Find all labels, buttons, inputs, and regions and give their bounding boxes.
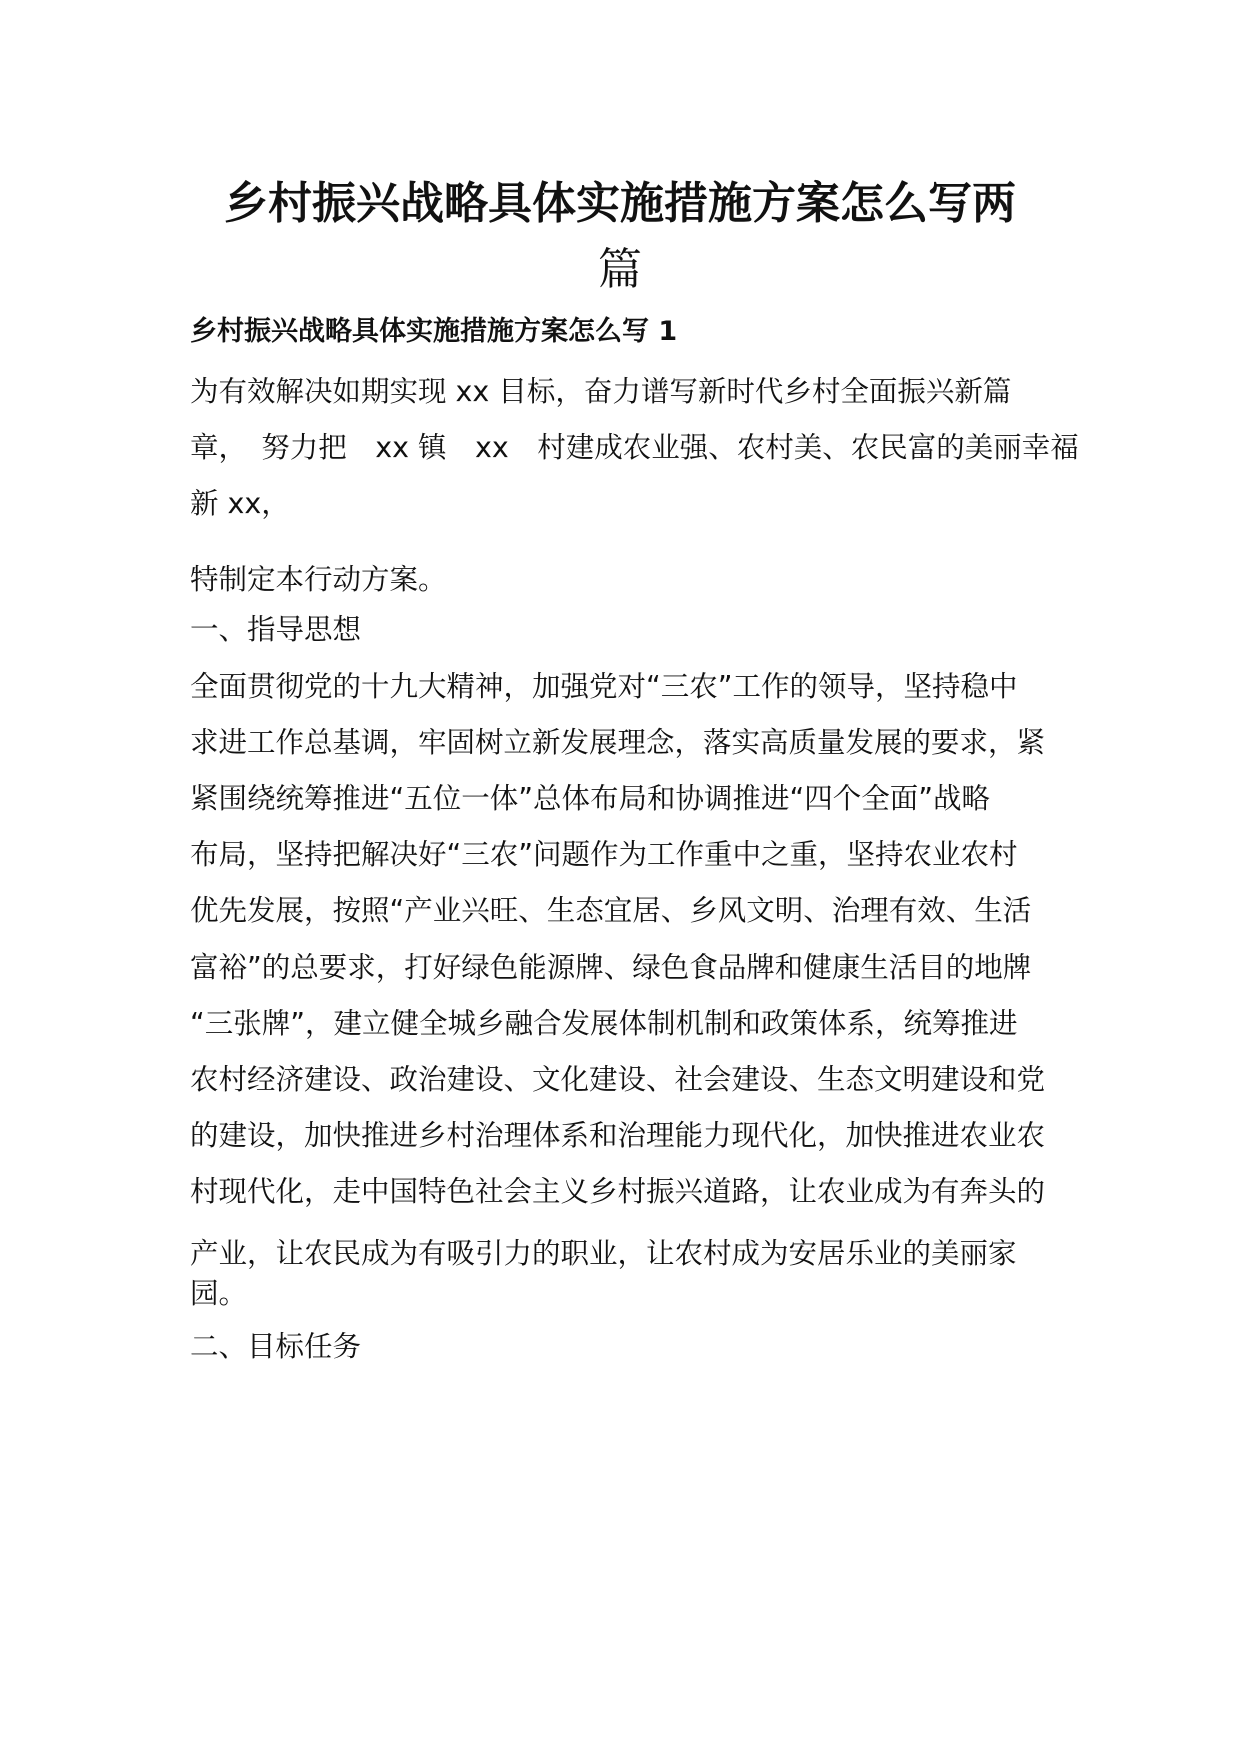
body-line: 优先发展，按照“产业兴旺、生态宜居、乡风文明、治理有效、生活 [190,894,1032,927]
body-line: 为有效解决如期实现 xx 目标，奋力谱写新时代乡村全面振兴新篇 [190,375,1012,408]
body-line: 章， 努力把 xx 镇 xx 村建成农业强、农村美、农民富的美丽幸福 [190,431,1079,464]
body-line: 农村经济建设、政治建设、文化建设、社会建设、生态文明建设和党 [190,1063,1046,1096]
body-line: 富裕”的总要求，打好绿色能源牌、绿色食品牌和健康生活目的地牌 [190,951,1032,984]
section-heading-guiding-ideology: 一、指导思想 [190,613,362,646]
body-line: 园。 [190,1277,248,1310]
body-line: “三张牌”，建立健全城乡融合发展体制机制和政策体系，统筹推进 [190,1007,1018,1040]
body-line: 紧围绕统筹推进“五位一体”总体布局和协调推进“四个全面”战略 [190,782,991,815]
document-title-line-1: 乡村振兴战略具体实施措施方案怎么写两 [224,178,1016,229]
body-line: 全面贯彻党的十九大精神，加强党对“三农”工作的领导，坚持稳中 [190,670,1018,703]
document-title-line-2: 篇 [598,244,642,295]
body-line: 的建设，加快推进乡村治理体系和治理能力现代化，加快推进农业农 [190,1119,1046,1152]
section-subtitle: 乡村振兴战略具体实施措施方案怎么写 1 [190,316,678,347]
body-line: 产业，让农民成为有吸引力的职业，让农村成为安居乐业的美丽家 [190,1237,1017,1270]
body-line: 村现代化，走中国特色社会主义乡村振兴道路，让农业成为有奔头的 [190,1175,1046,1208]
body-line: 新 xx， [190,487,290,520]
section-heading-goals-tasks: 二、目标任务 [190,1330,362,1363]
body-line: 求进工作总基调，牢固树立新发展理念，落实高质量发展的要求，紧 [190,726,1046,759]
body-line: 布局，坚持把解决好“三农”问题作为工作重中之重，坚持农业农村 [190,838,1018,871]
body-line: 特制定本行动方案。 [190,563,447,596]
